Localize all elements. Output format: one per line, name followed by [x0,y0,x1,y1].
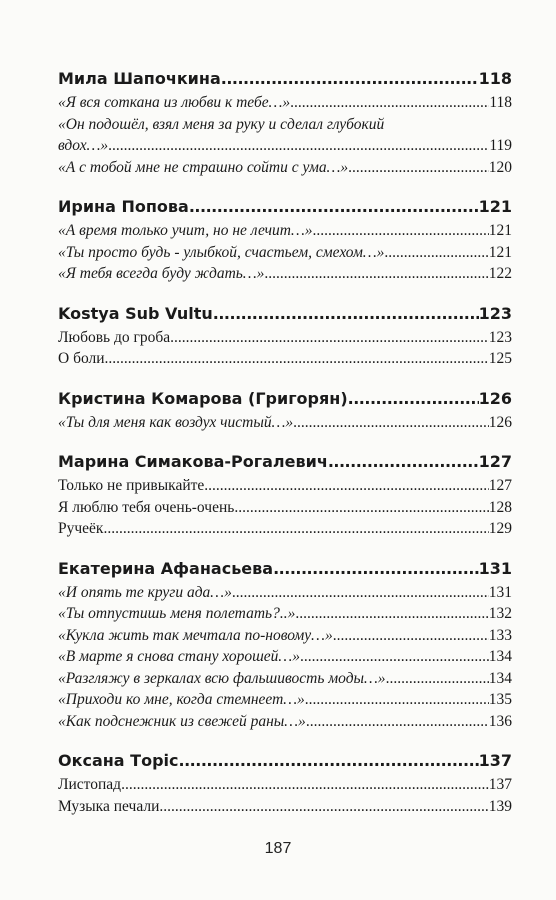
leader-dots [179,748,479,774]
author-heading [58,449,512,475]
entry-title: «В марте я снова стану хорошей…» [58,648,300,665]
toc-entry [58,157,512,179]
entry-title: «И опять те круги ада…» [58,583,232,601]
entry-page: 133 [488,626,512,644]
toc-entry [58,646,512,668]
leader-dots [348,386,479,412]
author-name: Кристина Комарова (Григорян) [58,388,348,408]
author-page: 118 [478,69,512,88]
author-heading [58,301,512,327]
entry-title: «Кукла жить так мечтала по-новому…» [58,626,333,644]
entry-page: 134 [488,648,512,665]
leader-dots [306,711,489,733]
leader-dots [295,603,488,625]
author-name: Kostya Sub Vultu [58,303,213,323]
leader-dots [273,556,479,582]
leader-dots [221,66,479,92]
entry-title: Ручеёк [58,520,104,537]
author-page: 121 [478,197,512,216]
author-heading [58,386,512,412]
leader-dots [105,348,489,370]
entry-page: 139 [488,797,512,815]
author-page: 126 [478,388,512,408]
toc-entry [58,689,512,711]
author-name: Оксана Торіс [58,751,179,770]
author-name: Мила Шапочкина [58,69,221,88]
table-of-contents [58,66,512,833]
toc-entry [58,475,512,497]
entry-title-line1: «Он подошёл, взял меня за руку и сделал глубокий [58,115,385,133]
leader-dots [108,135,489,157]
leader-dots [333,625,489,647]
toc-entry [58,412,512,434]
leader-dots [121,774,489,796]
leader-dots [170,327,489,349]
entry-title: «А с тобой мне не страшно сойти с ума…» [58,158,349,176]
toc-entry [58,242,512,264]
entry-page: 132 [488,605,512,622]
toc-entry [58,92,512,114]
toc-section [58,449,512,540]
author-heading [58,748,512,774]
toc-entry [58,327,512,349]
toc-entry [58,497,512,519]
entry-title: «А время только учит, но не лечит…» [58,222,313,239]
entry-page: 129 [488,520,512,537]
entry-page: 123 [488,328,512,346]
leader-dots [232,582,489,604]
entry-title: Только не привыкайте [58,477,205,494]
entry-page: 118 [489,94,512,111]
entry-title: Я люблю тебя очень-очень [58,498,235,516]
author-page: 123 [478,303,512,323]
author-name: Марина Симакова-Рогалевич [58,452,328,471]
leader-dots [313,220,489,242]
entry-title: Листопад [58,776,122,793]
toc-section [58,194,512,285]
toc-entry [58,603,512,625]
entry-page: 120 [488,158,512,176]
entry-page: 122 [488,265,512,282]
leader-dots [290,92,489,114]
toc-entry [58,135,512,157]
leader-dots [300,646,489,668]
toc-section [58,301,512,370]
entry-title: «Приходи ко мне, когда стемнеет…» [58,691,305,708]
leader-dots [328,449,479,475]
toc-entry [58,711,512,733]
entry-page: 125 [488,350,512,367]
leader-dots [213,301,479,327]
entry-page: 131 [488,583,512,601]
toc-entry [58,796,512,818]
leader-dots [293,412,489,434]
toc-entry [58,220,512,242]
author-page: 131 [478,558,512,578]
leader-dots [204,475,488,497]
entry-title: «Я вся соткана из любви к тебе…» [58,94,291,111]
author-heading [58,556,512,582]
entry-title: Любовь до гроба [58,328,171,346]
entry-page: 127 [488,477,512,494]
toc-entry [58,582,512,604]
toc-entry [58,625,512,647]
author-page: 137 [478,751,512,770]
leader-dots [348,157,489,179]
entry-page: 137 [488,776,512,793]
entry-page: 136 [488,712,512,730]
leader-dots [305,689,489,711]
entry-title: «Ты отпустишь меня полетать?..» [58,605,296,622]
entry-page: 135 [488,691,512,708]
entry-title: «Как подснежник из свежей раны…» [58,712,306,730]
entry-page: 121 [488,222,512,239]
toc-entry [58,668,512,690]
entry-page: 128 [488,498,512,516]
author-name: Ирина Попова [58,197,189,216]
author-page: 127 [478,452,512,471]
leader-dots [189,194,479,220]
leader-dots [386,668,489,690]
entry-title: Музыка печали [58,797,160,815]
toc-section [58,386,512,434]
leader-dots [234,497,488,519]
entry-title: вдох…» [58,137,109,154]
author-name: Екатерина Афанасьева [58,558,274,578]
entry-page: 126 [488,413,512,431]
entry-title: О боли [58,350,105,367]
entry-page: 119 [489,137,512,154]
author-heading [58,66,512,92]
toc-entry [58,348,512,370]
entry-title: «Ты просто будь - улыбкой, счастьем, смехом…» [58,243,385,261]
entry-title: «Разгляжу в зеркалах всю фальшивость моды…» [58,669,386,687]
author-heading [58,194,512,220]
leader-dots [384,242,488,264]
entry-title: «Я тебя всегда буду ждать…» [58,265,265,282]
toc-entry [58,263,512,285]
leader-dots [159,796,488,818]
leader-dots [264,263,488,285]
toc-entry [58,518,512,540]
toc-section [58,556,512,733]
entry-page: 134 [488,669,512,687]
entry-page: 121 [488,243,512,261]
entry-title: «Ты для меня как воздух чистый…» [58,413,294,431]
page-number: 187 [264,840,292,857]
leader-dots [103,518,488,540]
toc-entry [58,774,512,796]
toc-section [58,66,512,178]
toc-section [58,748,512,817]
